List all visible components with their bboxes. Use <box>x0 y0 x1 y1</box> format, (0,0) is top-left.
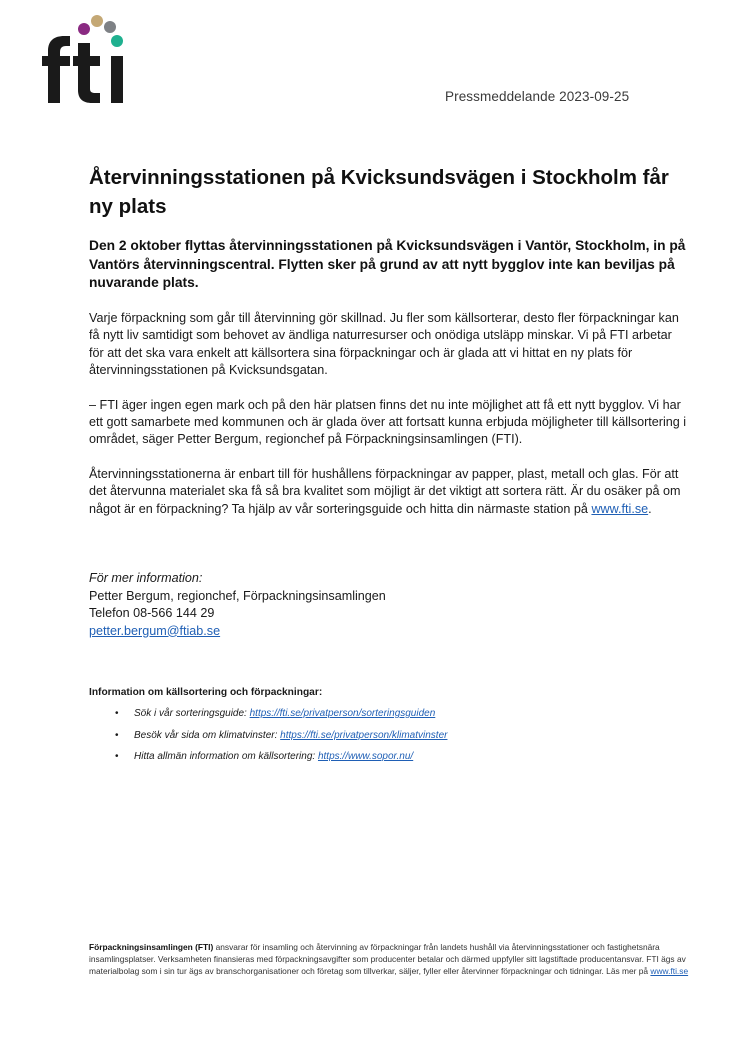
fti-logo <box>42 15 130 107</box>
info-section <box>89 687 689 772</box>
bullet-icon: • <box>115 729 119 741</box>
list-item <box>89 729 689 751</box>
logo-dot-green <box>111 35 123 47</box>
body-paragraph: Varje förpackning som går till återvinning gör skillnad. Ju fler som källsorterar, desto fler förpackningar kan få nytt liv samtidigt som behovet av ändliga naturresurser och onödiga utsläpp minskar. Vi på FTI arbetar för att det ska vara enkelt att källsortera sina förpackningar och är glada att vi hittat en ny plats för återvinningsstationen på Kvicksundsgatan. <box>89 311 679 377</box>
contact-email-link[interactable]: petter.bergum@ftiab.se <box>89 623 221 638</box>
footer-text: ansvarar för insamling och återvinning av förpackningar från landets hushåll via återvinningsstationer och fastighetsnära insamlingsplatser. Verksamheten finansieras med förpackningsavgifter som producenter betalar och därmed uppfyller sitt lagstiftade producentansvar. FTI ägs av materialbolag som i sin tur ägs av branschorganisationer och företag som tillverkar, säljer, fyller eller återvinner förpackningar och tidningar. Läs mer på <box>89 942 686 977</box>
bullet-icon: • <box>115 708 119 719</box>
footer-website-link[interactable]: www.fti.se <box>650 966 689 977</box>
contact-heading: För mer information: <box>89 571 203 585</box>
press-release-date: Pressmeddelande 2023-09-25 <box>445 89 630 104</box>
lead-paragraph: Den 2 oktober flyttas återvinningsstationen på Kvicksundsvägen i Vantör, Stockholm, in på Vantörs återvinningscentral. Flytten sker på grund av att nytt bygglov inte kan beviljas på nuvarande plats. <box>89 238 686 290</box>
list-item-label: Besök vår sida om klimatvinster: <box>134 729 281 741</box>
list-item <box>89 707 689 729</box>
list-item-label: Sök i vår sorteringsguide: <box>134 708 250 719</box>
logo-dot-grey <box>104 21 116 33</box>
paragraph-end: . <box>648 501 652 516</box>
bullet-icon: • <box>115 751 119 762</box>
info-heading: Information om källsortering och förpackningar: <box>89 687 323 698</box>
body-paragraph <box>89 466 689 518</box>
contact-block <box>89 570 589 640</box>
list-item-label: Hitta allmän information om källsortering: <box>134 751 318 762</box>
sorteringsguide-link[interactable]: https://fti.se/privatperson/sorteringsguiden <box>249 708 436 719</box>
contact-phone: Telefon 08-566 144 29 <box>89 606 215 620</box>
article-body <box>89 310 689 535</box>
list-item <box>89 750 689 772</box>
footer <box>89 941 689 978</box>
logo-dot-beige <box>91 15 103 27</box>
paragraph-text: Återvinningsstationerna är enbart till för hushållens förpackningar av papper, plast, metall och glas. För att det återvunna materialet ska få så bra kvalitet som möjligt är det viktigt att sortera rätt. Är du osäker på om något är en förpackning? Ta hjälp av vår sorteringsguide och hitta din närmaste station på <box>89 467 681 516</box>
info-list <box>89 707 689 772</box>
klimatvinster-link[interactable]: https://fti.se/privatperson/klimatvinster <box>280 729 448 741</box>
contact-name: Petter Bergum, regionchef, Förpackningsinsamlingen <box>89 588 386 603</box>
page-title: Återvinningsstationen på Kvicksundsvägen i Stockholm får ny plats <box>89 166 669 218</box>
body-paragraph: – FTI äger ingen egen mark och på den här platsen finns det nu inte möjlighet att få ett nytt bygglov. Vi har ett gott samarbete med kommunen och är glada över att fortsatt kunna erbjuda möjligheter till källsortering i området, säger Petter Bergum, regionchef på Förpackningsinsamlingen (FTI). <box>89 397 687 447</box>
fti-website-link[interactable]: www.fti.se <box>591 501 649 516</box>
footer-org-name: Förpackningsinsamlingen (FTI) <box>89 942 214 952</box>
logo-dot-purple <box>78 23 90 35</box>
sopor-link[interactable]: https://www.sopor.nu/ <box>317 751 414 762</box>
